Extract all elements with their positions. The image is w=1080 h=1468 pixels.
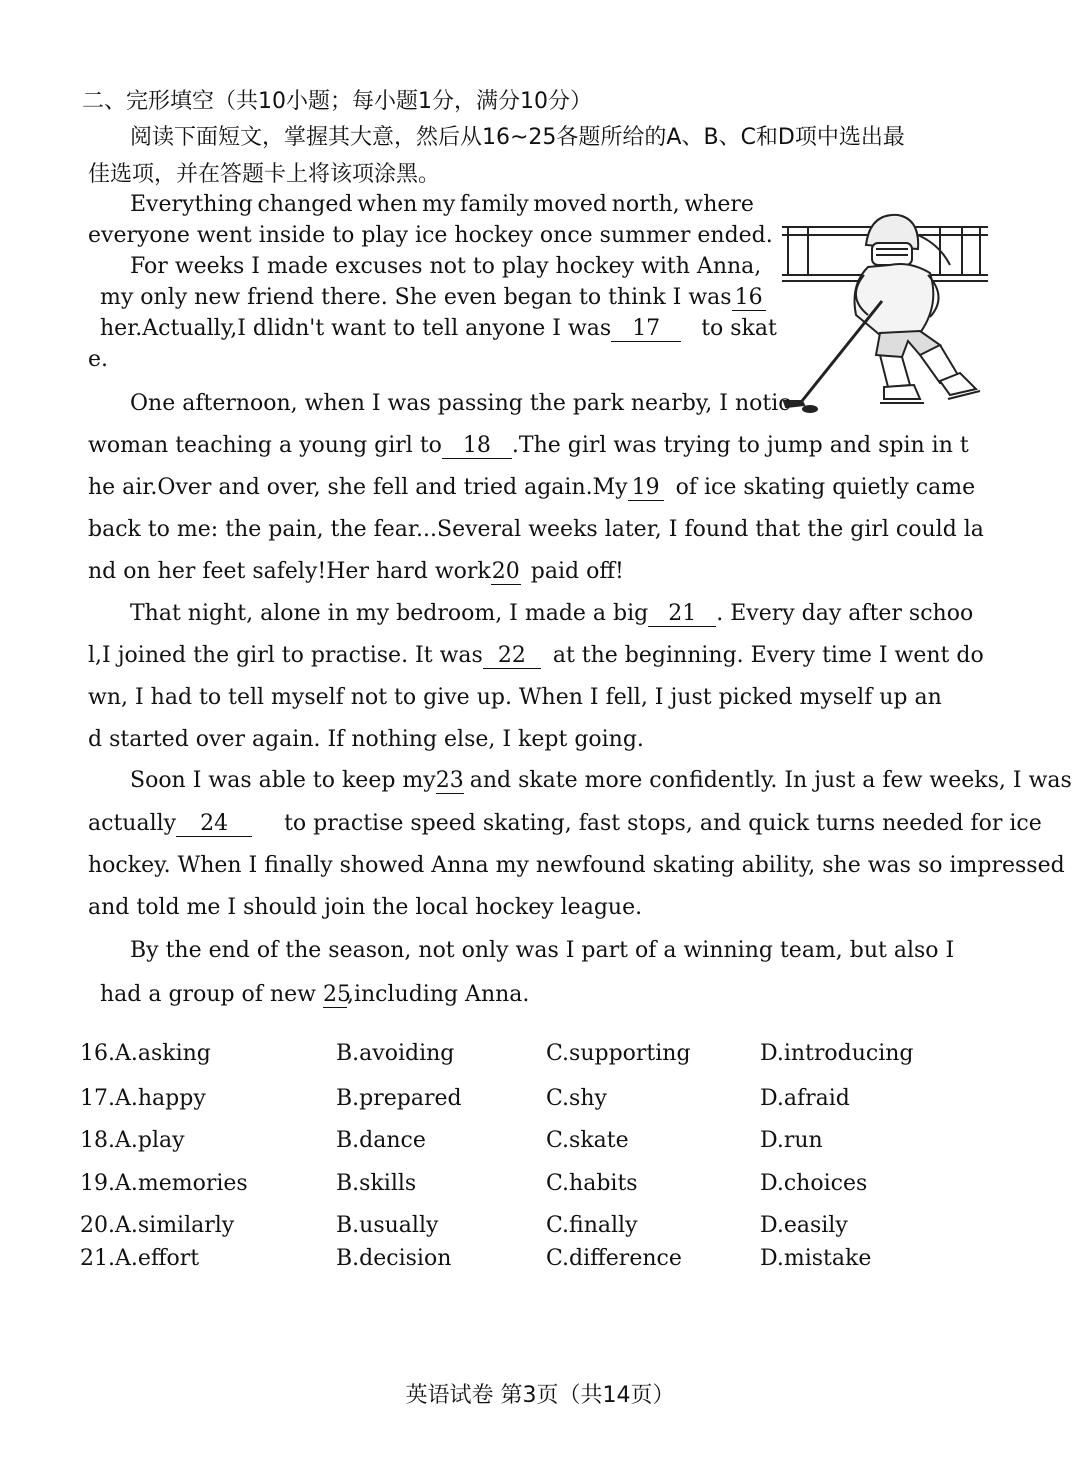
passage-text: l,I joined the girl to practise. It was bbox=[88, 643, 483, 668]
option-20-c: C.finally bbox=[546, 1213, 638, 1238]
blank-25: 25 bbox=[322, 982, 351, 1007]
passage-text: and skate more confidently. In just a few weeks, I was bbox=[469, 768, 1072, 793]
word: moved bbox=[533, 192, 608, 217]
option-21-b: B.decision bbox=[336, 1246, 452, 1271]
option-18-d: D.run bbox=[760, 1128, 823, 1153]
passage-line-5 bbox=[100, 316, 777, 342]
passage-line-17 bbox=[88, 811, 1042, 837]
passage-line-19: and told me I should join the local hockey league. bbox=[88, 895, 643, 920]
blank-23: 23 bbox=[435, 768, 464, 793]
passage-line-1-text bbox=[130, 192, 754, 217]
blank-22: 22 bbox=[483, 644, 541, 669]
option-19-c: C.habits bbox=[546, 1171, 638, 1196]
instruction-line-2: 佳选项，并在答题卡上将该项涂黑。 bbox=[88, 162, 441, 187]
passage-text: to practise speed skating, fast stops, and quick turns needed for ice bbox=[284, 811, 1042, 836]
passage-line-18: hockey. When I finally showed Anna my newfound skating ability, she was so impressed bbox=[88, 853, 1065, 878]
option-21-d: D.mistake bbox=[760, 1246, 872, 1271]
passage-line-16 bbox=[130, 768, 1072, 794]
blank-21: 21 bbox=[648, 602, 716, 627]
passage-text: Soon I was able to keep my bbox=[130, 768, 436, 793]
option-17-c: C.shy bbox=[546, 1086, 607, 1111]
blank-18: 18 bbox=[442, 434, 512, 459]
option-20-a: 20.A.similarly bbox=[80, 1213, 235, 1238]
option-20-d: D.easily bbox=[760, 1213, 848, 1238]
blank-17: 17 bbox=[611, 317, 681, 342]
page-footer: 英语试卷 第3页（共14页） bbox=[405, 1383, 675, 1408]
passage-text: her.Actually,I dlidn't want to tell anyone I was bbox=[100, 316, 612, 341]
word: changed bbox=[257, 192, 353, 217]
passage-text: to skat bbox=[701, 316, 777, 341]
word: my bbox=[422, 192, 456, 217]
instruction-line-1: 阅读下面短文，掌握其大意，然后从16~25各题所给的A、B、C和D项中选出最 bbox=[130, 125, 905, 150]
passage-line-7: One afternoon, when I was passing the park nearby, I notic bbox=[130, 391, 791, 416]
passage-text: .The girl was trying to jump and spin in t bbox=[511, 433, 969, 458]
word: when bbox=[357, 192, 418, 217]
passage-line-2: everyone went inside to play ice hockey once summer ended. bbox=[88, 223, 773, 248]
blank-16: 16 bbox=[732, 286, 766, 311]
passage-line-14: wn, I had to tell myself not to give up. When I fell, I just picked myself up an bbox=[88, 685, 942, 710]
option-19-d: D.choices bbox=[760, 1171, 868, 1196]
passage-line-10: back to me: the pain, the fear...Several weeks later, I found that the girl could la bbox=[88, 517, 984, 542]
blank-20: 20 bbox=[491, 559, 520, 584]
option-16-d: D.introducing bbox=[760, 1041, 914, 1066]
option-20-b: B.usually bbox=[336, 1213, 439, 1238]
passage-text: at the beginning. Every time I went do bbox=[552, 643, 984, 668]
passage-line-15: d started over again. If nothing else, I kept going. bbox=[88, 727, 644, 752]
passage-text: woman teaching a young girl to bbox=[88, 433, 442, 458]
passage-line-3: For weeks I made excuses not to play hockey with Anna, bbox=[130, 254, 762, 279]
blank-19: 19 bbox=[628, 476, 664, 501]
section-title: 二、完形填空（共10小题；每小题1分，满分10分） bbox=[82, 89, 592, 114]
passage-line-1 bbox=[130, 192, 754, 217]
passage-line-20: By the end of the season, not only was I part of a winning team, but also I bbox=[130, 938, 955, 963]
hockey-player-illustration bbox=[780, 205, 990, 415]
passage-text: of ice skating quietly came bbox=[675, 475, 976, 500]
passage-text: ,including Anna. bbox=[346, 982, 530, 1007]
option-16-b: B.avoiding bbox=[336, 1041, 455, 1066]
option-17-d: D.afraid bbox=[760, 1086, 850, 1111]
passage-line-4 bbox=[100, 285, 766, 311]
word: Everything bbox=[130, 192, 253, 217]
passage-line-11 bbox=[88, 559, 624, 585]
passage-line-13 bbox=[88, 643, 984, 669]
passage-text: actually bbox=[88, 811, 177, 836]
passage-line-8 bbox=[88, 433, 969, 459]
passage-text: That night, alone in my bedroom, I made a big bbox=[130, 601, 649, 626]
option-18-c: C.skate bbox=[546, 1128, 629, 1153]
word: where bbox=[684, 192, 754, 217]
passage-line-9 bbox=[88, 475, 975, 501]
option-16-a: 16.A.asking bbox=[80, 1041, 211, 1066]
option-19-b: B.skills bbox=[336, 1171, 417, 1196]
passage-line-6: e. bbox=[88, 347, 109, 372]
option-16-c: C.supporting bbox=[546, 1041, 691, 1066]
passage-line-12 bbox=[130, 601, 973, 627]
option-19-a: 19.A.memories bbox=[80, 1171, 248, 1196]
option-21-c: C.difference bbox=[546, 1246, 682, 1271]
option-18-a: 18.A.play bbox=[80, 1128, 185, 1153]
passage-text: paid off! bbox=[530, 559, 624, 584]
option-21-a: 21.A.effort bbox=[80, 1246, 200, 1271]
option-17-b: B.prepared bbox=[336, 1086, 462, 1111]
word: family bbox=[460, 192, 529, 217]
blank-24: 24 bbox=[176, 812, 252, 837]
passage-text: he air.Over and over, she fell and tried again.My bbox=[88, 475, 628, 500]
option-17-a: 17.A.happy bbox=[80, 1086, 206, 1111]
passage-text: . Every day after schoo bbox=[716, 601, 974, 626]
passage-text: nd on her feet safely!Her hard work bbox=[88, 559, 491, 584]
option-18-b: B.dance bbox=[336, 1128, 426, 1153]
word: north, bbox=[611, 192, 680, 217]
passage-text: my only new friend there. She even began to think I was bbox=[100, 285, 732, 310]
passage-text: had a group of new bbox=[100, 982, 316, 1007]
passage-line-21 bbox=[100, 982, 529, 1008]
